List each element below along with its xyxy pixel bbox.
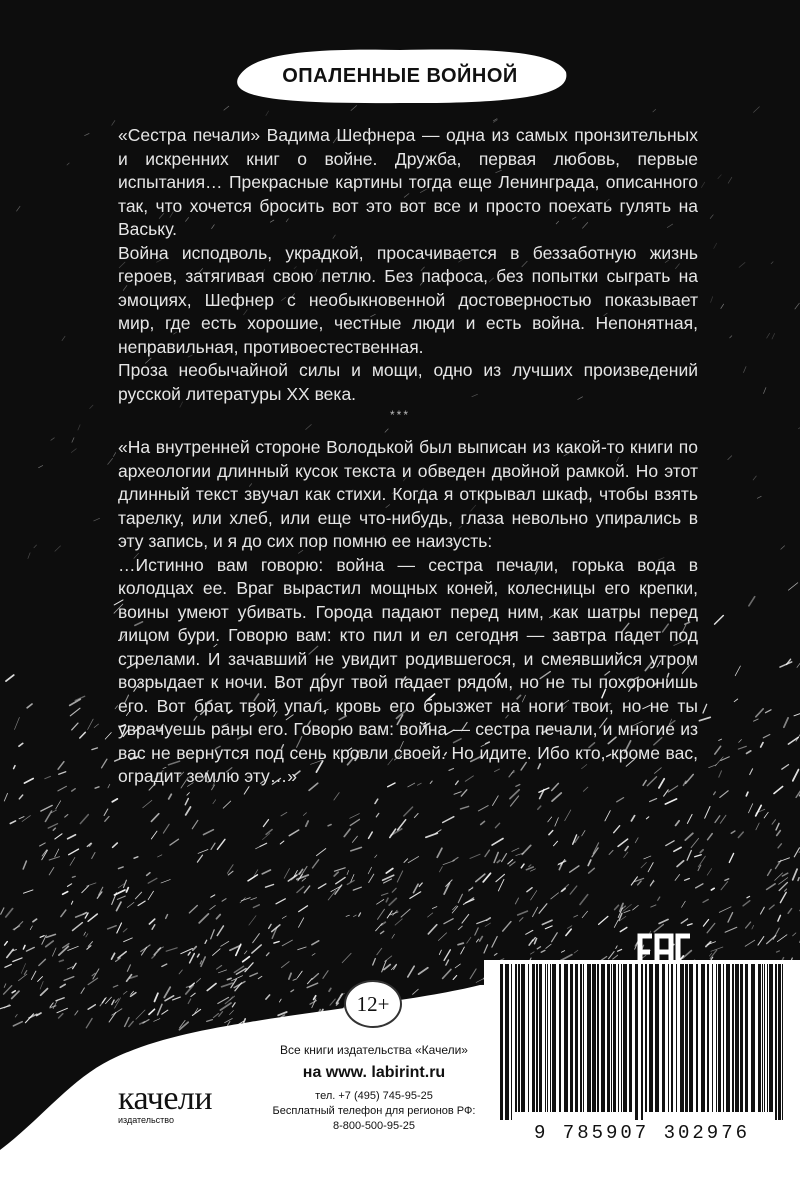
barcode-bar <box>707 964 709 1112</box>
barcode-bar <box>607 964 610 1112</box>
barcode-bar <box>732 964 734 1112</box>
publisher-site: на www. labirint.ru <box>302 1064 446 1081</box>
isbn-number: 9 785907 302976 <box>533 1122 751 1144</box>
description-paragraph: Проза необычайной силы и мощи, одно из лучших произведений русской литературы XX века. <box>118 360 698 404</box>
barcode-bar <box>680 964 684 1112</box>
barcode <box>484 960 800 1120</box>
barcode-bar <box>536 964 538 1112</box>
barcode-bar <box>515 964 517 1112</box>
barcode-bar <box>778 964 781 1120</box>
logo-name: качели <box>118 1080 213 1117</box>
barcode-bar <box>547 964 548 1112</box>
barcode-bar <box>649 964 653 1112</box>
barcode-bar <box>671 964 673 1112</box>
texture-stroke <box>798 878 799 881</box>
free-phone-label: Бесплатный телефон для регионов РФ: <box>272 1105 476 1117</box>
barcode-bar <box>718 964 721 1112</box>
barcode-bar <box>716 964 717 1112</box>
description-paragraph: Война исподволь, украдкой, просачивается в беззаботную жизнь героев, затягивая свою петлю. Без пафоса, без попытки сыграть на эмоциях, Шефнер с необыкновенной достоверностью показывает мир, где есть хорошие, честные люди и есть война. Непонятная, неправильная, противоестественная. <box>118 242 698 357</box>
publisher-books-line: Все книги издательства «Качели» <box>280 1043 468 1057</box>
barcode-bar <box>662 964 665 1112</box>
barcode-bar <box>550 964 551 1112</box>
barcode-bar <box>570 964 573 1112</box>
barcode-bar <box>641 964 643 1120</box>
barcode-bar <box>635 964 638 1120</box>
barcode-bar <box>580 964 582 1112</box>
barcode-bar <box>539 964 542 1112</box>
barcode-bar <box>597 964 599 1112</box>
series-title-banner <box>255 52 545 100</box>
barcode-bar <box>583 964 584 1112</box>
barcode-bar <box>735 964 739 1112</box>
barcode-bar <box>740 964 743 1112</box>
logo-subtitle: издательство <box>118 1115 174 1125</box>
barcode-bar <box>559 964 561 1112</box>
barcode-bar <box>645 964 647 1112</box>
barcode-bar <box>668 964 669 1112</box>
barcode-bar <box>592 964 596 1112</box>
barcode-bar <box>685 964 688 1112</box>
barcode-bar <box>701 964 705 1112</box>
barcode-bar <box>601 964 605 1112</box>
barcode-bar <box>545 964 546 1112</box>
publisher-info <box>256 1042 492 1134</box>
barcode-bar <box>611 964 612 1112</box>
barcode-bar <box>613 964 616 1112</box>
barcode-icon <box>484 960 800 1120</box>
barcode-bar <box>655 964 659 1112</box>
barcode-bar <box>676 964 677 1112</box>
barcode-bar <box>518 964 520 1112</box>
texture-stroke <box>72 876 75 877</box>
barcode-bar <box>758 964 761 1112</box>
barcode-bar <box>564 964 568 1112</box>
quote-paragraph: «На внутренней стороне Володькой был выписан из какой-то книги по археологии длинный кусок текста и обведен двойной рамкой. Но этот длинный текст звучал как стихи. Когда я открывал шкаф, чтобы взять тарелку, или хлеб, или еще что-нибудь, глаза невольно упирались в эту запись, и я до сих пор помню ее наизусть: <box>118 437 698 551</box>
barcode-bar <box>726 964 730 1112</box>
barcode-bar <box>696 964 698 1112</box>
barcode-bar <box>532 964 535 1112</box>
barcode-bar <box>500 964 503 1120</box>
barcode-bar <box>521 964 525 1112</box>
description-block <box>118 124 698 406</box>
quote-block <box>118 436 698 789</box>
barcode-bar <box>575 964 578 1112</box>
series-title: ОПАЛЕННЫЕ ВОЙНОЙ <box>282 64 518 87</box>
barcode-bar <box>511 964 512 1120</box>
barcode-bar <box>769 964 773 1112</box>
barcode-bar <box>623 964 627 1112</box>
publisher-phone: тел. +7 (495) 745-95-25 <box>315 1090 433 1102</box>
barcode-bar <box>745 964 748 1112</box>
section-divider: *** <box>389 408 410 422</box>
publisher-logo <box>118 1082 212 1125</box>
barcode-bar <box>762 964 763 1112</box>
age-rating-badge: 12+ <box>344 980 402 1028</box>
free-phone: 8-800-500-95-25 <box>333 1120 415 1132</box>
barcode-bar <box>618 964 619 1112</box>
barcode-bar <box>629 964 632 1112</box>
barcode-bar <box>552 964 556 1112</box>
barcode-bar <box>712 964 713 1112</box>
barcode-bar <box>775 964 777 1120</box>
barcode-bar <box>767 964 768 1112</box>
barcode-bar <box>528 964 529 1112</box>
quote-paragraph: …Истинно вам говорю: война — сестра печали, горька вода в колодцах ее. Враг вырастил мощных коней, колесницы его крепки, воины умеют убивать. Города падают перед ним, как шатры перед лицом бури. Говорю вам: кто пил и ел сегодня — завтра падет под стрелами. И зачавший не увидит родившегося, и смеявшийся утром возрыдает к ночи. Вот друг твой падает рядом, но не ты похоронишь его. Вот брат твой упал, кровь его брызжет на ноги твои, но не ты уврачуешь раны его. Говорю вам: война — сестра печали, и многие из вас не вернутся под сень кровли своей. Но идите. Ибо кто, кроме вас, оградит землю эту…» <box>118 554 698 786</box>
barcode-bar <box>587 964 591 1112</box>
barcode-bar <box>764 964 765 1112</box>
barcode-bar <box>782 964 783 1120</box>
barcode-bar <box>621 964 622 1112</box>
barcode-bar <box>689 964 693 1112</box>
barcode-bar <box>505 964 509 1120</box>
barcode-bar <box>751 964 755 1112</box>
description-paragraph: «Сестра печали» Вадима Шефнера — одна из самых пронзительных и искренних книг о войне. Дружба, первая любовь, первые испытания… Прекрасные картины тогда еще Ленинграда, описанного так, что хочется бросить вот это вот все и просто поехать гулять на Ваську. <box>118 125 698 239</box>
barcode-bar <box>723 964 724 1112</box>
